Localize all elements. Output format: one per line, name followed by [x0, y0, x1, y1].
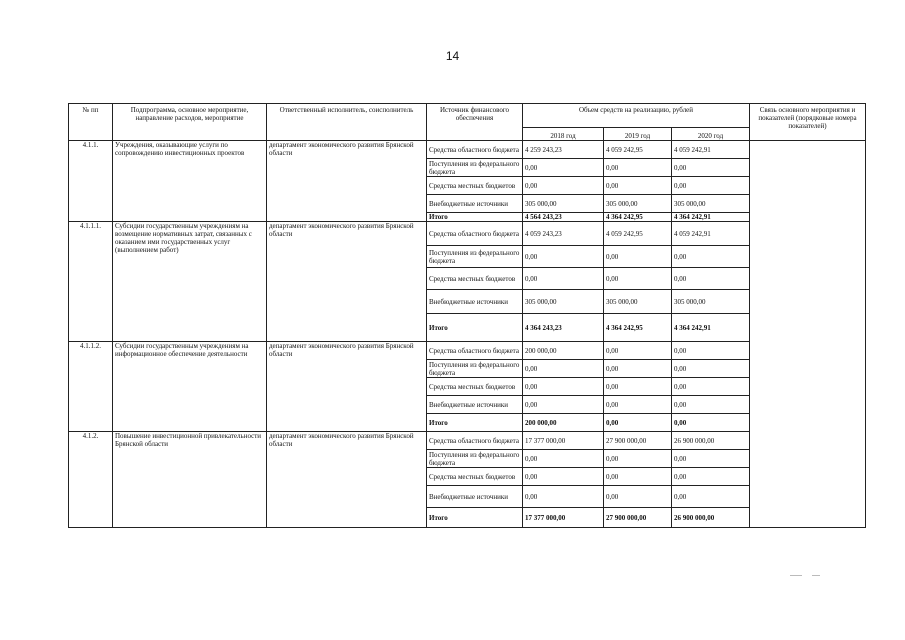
- row-number: 4.1.1.2.: [69, 342, 113, 432]
- amount-year-2019: 0,00: [604, 486, 672, 508]
- funding-source: Внебюджетные источники: [427, 290, 523, 314]
- amount-year-2019: 0,00: [604, 378, 672, 396]
- executor: департамент экономического развития Брянской области: [267, 342, 427, 432]
- row-number: 4.1.1.: [69, 141, 113, 222]
- amount-year-2019: 4 059 242,95: [604, 141, 672, 159]
- financing-table: [68, 103, 866, 528]
- amount-year-2019: 305 000,00: [604, 195, 672, 213]
- table-row: [69, 141, 866, 159]
- amount-year-2020: 305 000,00: [672, 290, 750, 314]
- amount-year-2020: 0,00: [672, 468, 750, 486]
- funding-source: Итого: [427, 213, 523, 222]
- funding-source: Средства областного бюджета: [427, 141, 523, 159]
- funding-source: Итого: [427, 508, 523, 528]
- header-year-2020: 2020 год: [672, 128, 750, 141]
- amount-year-2020: 26 900 000,00: [672, 508, 750, 528]
- header-program: Подпрограмма, основное мероприятие, направление расходов, мероприятие: [113, 104, 267, 141]
- executor: департамент экономического развития Брянской области: [267, 222, 427, 342]
- amount-year-2019: 305 000,00: [604, 290, 672, 314]
- amount-year-2019: 0,00: [604, 268, 672, 290]
- header-executor: Ответственный исполнитель, соисполнитель: [267, 104, 427, 141]
- table-row: [69, 222, 866, 246]
- amount-year-2019: 0,00: [604, 246, 672, 268]
- amount-year-2018: 305 000,00: [523, 195, 604, 213]
- amount-year-2019: 4 364 242,95: [604, 314, 672, 342]
- amount-year-2019: 0,00: [604, 342, 672, 360]
- funding-source: Итого: [427, 314, 523, 342]
- amount-year-2020: 4 364 242,91: [672, 314, 750, 342]
- amount-year-2019: 0,00: [604, 468, 672, 486]
- funding-source: Средства местных бюджетов: [427, 268, 523, 290]
- activity-name: Субсидии государственным учреждениям на информационное обеспечение деятельности: [113, 342, 267, 432]
- amount-year-2018: 0,00: [523, 396, 604, 414]
- activity-name: Учреждения, оказывающие услуги по сопровождению инвестиционных проектов: [113, 141, 267, 222]
- page-number: 14: [445, 49, 460, 63]
- amount-year-2018: 0,00: [523, 246, 604, 268]
- funding-source: Внебюджетные источники: [427, 195, 523, 213]
- amount-year-2019: 0,00: [604, 177, 672, 195]
- executor: департамент экономического развития Брянской области: [267, 141, 427, 222]
- amount-year-2018: 0,00: [523, 378, 604, 396]
- header-link: Связь основного мероприятия и показателей (порядковые номера показателей): [750, 104, 866, 141]
- funding-source: Поступления из федерального бюджета: [427, 159, 523, 177]
- amount-year-2019: 0,00: [604, 414, 672, 432]
- amount-year-2018: 0,00: [523, 486, 604, 508]
- amount-year-2018: 4 259 243,23: [523, 141, 604, 159]
- amount-year-2018: 0,00: [523, 268, 604, 290]
- funding-source: Поступления из федерального бюджета: [427, 246, 523, 268]
- amount-year-2020: 0,00: [672, 177, 750, 195]
- amount-year-2019: 0,00: [604, 450, 672, 468]
- amount-year-2018: 0,00: [523, 468, 604, 486]
- amount-year-2018: 0,00: [523, 360, 604, 378]
- indicator-link: [750, 141, 866, 528]
- activity-name: Субсидии государственным учреждениям на возмещение нормативных затрат, связанных с оказанием ими государственных услуг (выполнением работ): [113, 222, 267, 342]
- amount-year-2019: 0,00: [604, 159, 672, 177]
- amount-year-2018: 200 000,00: [523, 342, 604, 360]
- table-row: [69, 342, 866, 360]
- amount-year-2019: 0,00: [604, 360, 672, 378]
- header-year-2019: 2019 год: [604, 128, 672, 141]
- header-num: № пп: [69, 104, 113, 141]
- amount-year-2020: 0,00: [672, 360, 750, 378]
- amount-year-2020: 0,00: [672, 268, 750, 290]
- amount-year-2018: 17 377 000,00: [523, 508, 604, 528]
- amount-year-2019: 0,00: [604, 396, 672, 414]
- funding-source: Средства местных бюджетов: [427, 378, 523, 396]
- funding-source: Средства областного бюджета: [427, 432, 523, 450]
- amount-year-2019: 4 364 242,95: [604, 213, 672, 222]
- funding-source: Средства областного бюджета: [427, 342, 523, 360]
- amount-year-2020: 0,00: [672, 396, 750, 414]
- amount-year-2020: 0,00: [672, 246, 750, 268]
- executor: департамент экономического развития Брянской области: [267, 432, 427, 528]
- header-year-2018: 2018 год: [523, 128, 604, 141]
- amount-year-2020: 26 900 000,00: [672, 432, 750, 450]
- amount-year-2020: 305 000,00: [672, 195, 750, 213]
- header-source: Источник финансового обеспечения: [427, 104, 523, 141]
- amount-year-2020: 4 059 242,91: [672, 141, 750, 159]
- funding-source: Средства областного бюджета: [427, 222, 523, 246]
- table-row: [69, 432, 866, 450]
- row-number: 4.1.1.1.: [69, 222, 113, 342]
- table-body: [69, 141, 866, 528]
- amount-year-2018: 0,00: [523, 177, 604, 195]
- amount-year-2019: 4 059 242,95: [604, 222, 672, 246]
- amount-year-2018: 4 364 243,23: [523, 314, 604, 342]
- amount-year-2020: 0,00: [672, 414, 750, 432]
- amount-year-2020: 0,00: [672, 486, 750, 508]
- funding-source: Итого: [427, 414, 523, 432]
- scan-mark: [812, 575, 820, 576]
- scan-mark: [790, 575, 802, 576]
- amount-year-2020: 4 364 242,91: [672, 213, 750, 222]
- amount-year-2020: 0,00: [672, 159, 750, 177]
- amount-year-2018: 0,00: [523, 159, 604, 177]
- funding-source: Внебюджетные источники: [427, 486, 523, 508]
- amount-year-2020: 0,00: [672, 378, 750, 396]
- funding-source: Внебюджетные источники: [427, 396, 523, 414]
- amount-year-2019: 27 900 000,00: [604, 432, 672, 450]
- amount-year-2018: 4 564 243,23: [523, 213, 604, 222]
- amount-year-2018: 200 000,00: [523, 414, 604, 432]
- amount-year-2018: 0,00: [523, 450, 604, 468]
- funding-source: Поступления из федерального бюджета: [427, 360, 523, 378]
- amount-year-2020: 4 059 242,91: [672, 222, 750, 246]
- activity-name: Повышение инвестиционной привлекательности Брянской области: [113, 432, 267, 528]
- funding-source: Средства местных бюджетов: [427, 177, 523, 195]
- amount-year-2018: 17 377 000,00: [523, 432, 604, 450]
- amount-year-2019: 27 900 000,00: [604, 508, 672, 528]
- funding-source: Поступления из федерального бюджета: [427, 450, 523, 468]
- amount-year-2018: 305 000,00: [523, 290, 604, 314]
- amount-year-2020: 0,00: [672, 342, 750, 360]
- header-volume: Объем средств на реализацию, рублей: [523, 104, 750, 128]
- funding-source: Средства местных бюджетов: [427, 468, 523, 486]
- row-number: 4.1.2.: [69, 432, 113, 528]
- amount-year-2018: 4 059 243,23: [523, 222, 604, 246]
- amount-year-2020: 0,00: [672, 450, 750, 468]
